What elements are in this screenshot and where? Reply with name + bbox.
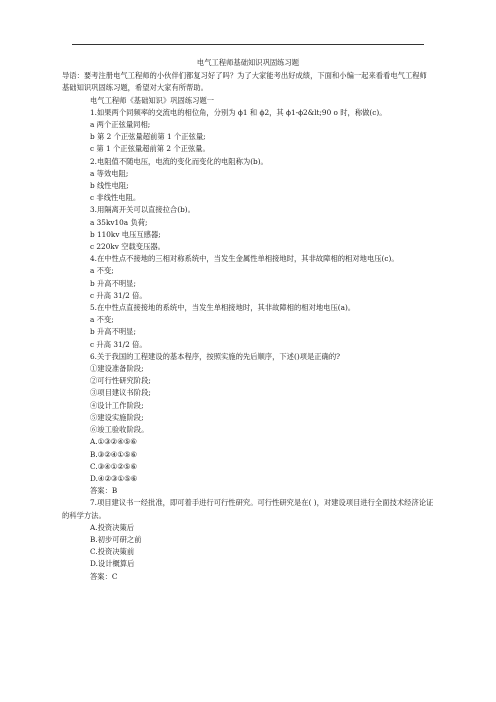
q6-option-c: C.③④①②⑤⑥ <box>90 461 137 471</box>
q6-option-a: A.①③②④⑤⑥ <box>90 437 137 447</box>
q5-option-b: b 升高不明显; <box>90 327 136 337</box>
q1-option-c: c 第 1 个正弦量超前第 2 个正弦量。 <box>90 144 210 154</box>
q2-option-c: c 非线性电阻。 <box>90 193 141 203</box>
q6-item: ⑥竣工验收阶段。 <box>90 425 149 435</box>
q6-item: ①建设准备阶段; <box>90 364 144 374</box>
question-6: 6.关于我国的工程建设的基本程序，按照实施的先后顺序，下述()项是正确的? <box>90 351 341 361</box>
q6-item: ③项目建议书阶段; <box>90 388 151 398</box>
question-1: 1.如果两个同频率的交流电的相位角，分别为 ϕ1 和 ϕ2，其 ϕ1-ϕ2&lt;90 o 时，称做(c)。 <box>90 107 387 117</box>
q3-option-b: b 110kv 电压互感器; <box>90 229 161 239</box>
question-7: 7.项目建议书一经批准，即可着手进行可行性研究。可行性研究是在( )，对建设项目进行全面技术经济论证的科学方法。 <box>62 498 434 520</box>
q4-option-c: c 升高 31/2 倍。 <box>90 290 147 300</box>
q7-option-d: D.设计概算后 <box>90 559 135 569</box>
document-body <box>62 57 434 583</box>
question-4: 4.在中性点不接地的三相对称系统中，当发生金属性单相接地时，其非故障相的相对地电压(c)。 <box>90 254 399 264</box>
q6-answer: 答案：B <box>90 486 118 496</box>
question-2: 2.电阻值不随电压，电流的变化而变化的电阻称为(b)。 <box>90 156 268 166</box>
q7-answer: 答案：C <box>90 571 118 581</box>
intro-paragraph: 导语：要考注册电气工程师的小伙伴们都复习好了吗？为了大家能考出好成绩，下面和小编一起来看看电气工程师基础知识巩固练习题，希望对大家有所帮助。 <box>62 71 427 93</box>
q2-option-a: a 等效电阻; <box>90 168 129 178</box>
q1-option-a: a 两个正弦量同相; <box>90 120 151 130</box>
question-3: 3.用隔离开关可以直接拉合(b)。 <box>90 205 195 215</box>
q5-option-c: c 升高 31/2 倍。 <box>90 339 147 349</box>
q6-item: ④设计工作阶段; <box>90 400 144 410</box>
q7-option-c: C.投资决策前 <box>90 547 135 557</box>
q4-option-b: b 升高不明显; <box>90 278 136 288</box>
header-rule <box>72 44 424 45</box>
question-5: 5.在中性点直接接地的系统中，当发生单相接地时，其非故障相的相对地电压(a)。 <box>90 303 356 313</box>
q1-option-b: b 第 2 个正弦量超前第 1 个正弦量; <box>90 132 206 142</box>
q3-option-a: a 35kv10a 负荷; <box>90 217 148 227</box>
q2-option-b: b 线性电阻; <box>90 181 129 191</box>
q6-option-d: D.④②③①⑤⑥ <box>90 473 138 483</box>
document-title: 电气工程师基础知识巩固练习题 <box>196 58 300 67</box>
q6-item: ②可行性研究阶段; <box>90 376 151 386</box>
q3-option-c: c 220kv 空载变压器。 <box>90 242 165 252</box>
q5-option-a: a 不变; <box>90 315 114 325</box>
q7-option-a: A.投资决策后 <box>90 522 135 532</box>
q4-option-a: a 不变; <box>90 266 114 276</box>
q6-item: ⑤建设实施阶段; <box>90 412 144 422</box>
q6-option-b: B.③②④①⑤⑥ <box>90 449 137 459</box>
q7-option-b: B.初步可研之前 <box>90 534 142 544</box>
section-heading: 电气工程师《基础知识》巩固练习题一 <box>90 95 215 105</box>
